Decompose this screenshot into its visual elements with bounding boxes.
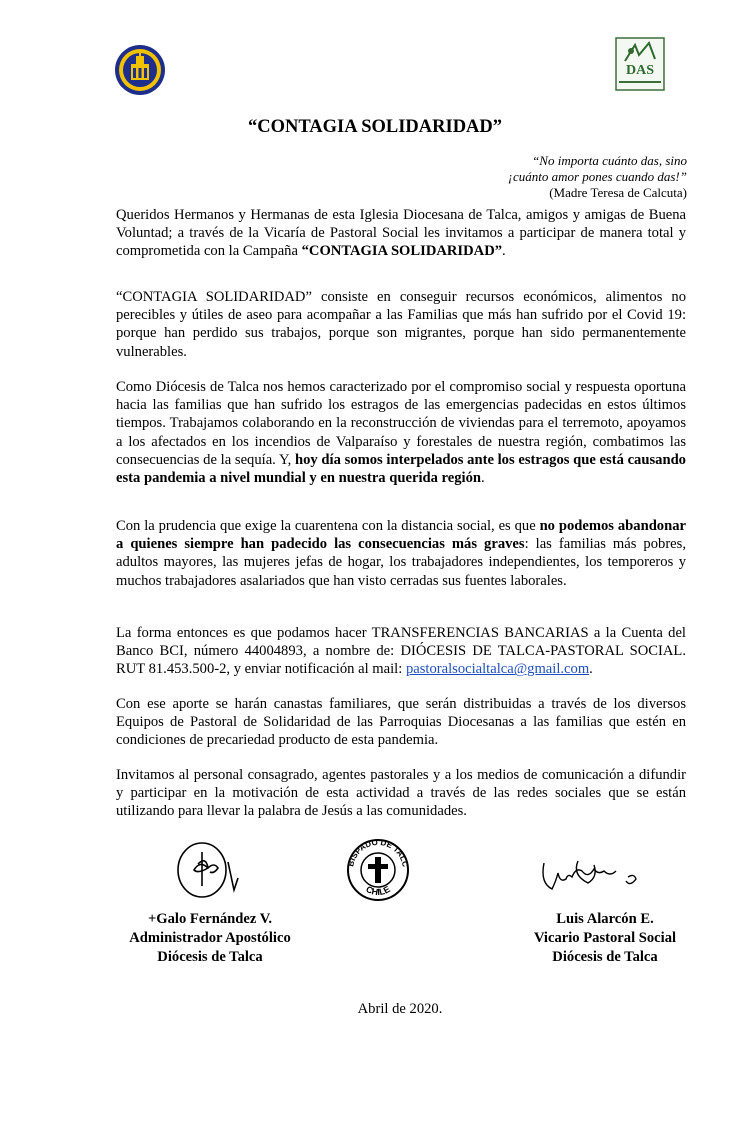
signatory-role: Administrador Apostólico	[129, 930, 291, 946]
epigraph-line-2: ¡cuánto amor pones cuando das!”	[507, 169, 687, 184]
stamp-bottom-text: CHILE	[364, 883, 392, 898]
signatory-role: Vicario Pastoral Social	[533, 930, 677, 946]
paragraph-baskets: Con ese aporte se harán canastas familiares, que serán distribuidas a través de los diversos Equipos de Pastoral de Solidaridad de las Parroquias Diocesanas a las familias que estén en condiciones de precariedad producto de esta pandemia.	[116, 696, 686, 749]
paragraph-invitation	[116, 206, 686, 261]
signature-left-icon	[172, 838, 242, 900]
epigraph-line-1: “No importa cuánto das, sino	[532, 153, 687, 168]
paragraph-end: .	[481, 470, 485, 487]
paragraph-end: .	[502, 243, 506, 260]
paragraph-diocese-commitment	[116, 378, 686, 487]
signature-block-right	[505, 910, 705, 967]
das-logo-text: DAS	[625, 63, 654, 78]
das-logo-icon	[615, 37, 665, 91]
paragraph-text: La forma entonces es que podamos hacer TRANSFERENCIAS BANCARIAS a la Cuenta del Banco BCI, número 44004893, a nombre de: DIÓCESIS DE TALCA-PASTORAL SOCIAL. RUT 81.453.500-2, y enviar notificación al mail:	[116, 625, 686, 678]
stamp-top-text: BISPADO DE TALC	[346, 838, 410, 868]
paragraph-description: “CONTAGIA SOLIDARIDAD” consiste en conseguir recursos económicos, alimentos no perecibles y útiles de aseo para acompañar a las Familias que más han sufrido por el Covid 19: porque han perdido sus trabajos, porque son migrantes, porque han sido permanentemente vulnerables.	[116, 289, 686, 360]
paragraph-bold: hoy día somos interpelados ante los estragos que está causando esta pandemia a nivel mundial y en nuestra querida región	[116, 451, 686, 487]
paragraph-bold: no podemos abandonar a quienes siempre han padecido las consecuencias más graves	[116, 518, 686, 553]
paragraph-end: : las familias más pobres, adultos mayores, las mujeres jefas de hogar, los trabajadores independientes, los temporeros y muchos trabajadores asalariados que han visto cerradas sus fuentes laborales.	[116, 536, 686, 589]
signature-block-left	[105, 910, 315, 967]
svg-text:CHILE	[364, 884, 391, 897]
diocese-seal-icon	[114, 44, 166, 96]
paragraph-invitation-media: Invitamos al personal consagrado, agentes pastorales y a los medios de comunicación a difundir y participar en la motivación de esta actividad a través de las redes sociales que se están utilizando para llevar la palabra de Jesús a las comunidades.	[116, 767, 686, 820]
epigraph	[508, 153, 687, 201]
signatory-name: +Galo Fernández V.	[147, 911, 273, 927]
signatory-org: Diócesis de Talca	[552, 949, 658, 965]
paragraph-text: Como Diócesis de Talca nos hemos caracterizado por el compromiso social y respuesta oportuna hacia las familias que han sufrido los estragos de las emergencias padecidas en estos últimos tiempos. Trabajamos colaborando en la reconstrucción de viviendas para el terremoto, apoyamos a los afectados en los incendios de Valparaíso y forestales de nuestra región, combatimos las consecuencias de la sequía. Y,	[116, 379, 686, 468]
signatory-name: Luis Alarcón E.	[556, 911, 654, 927]
epigraph-author: (Madre Teresa de Calcuta)	[549, 185, 687, 200]
paragraph-bank-transfer	[116, 624, 686, 679]
paragraph-end: .	[589, 661, 593, 678]
email-link[interactable]: pastoralsocialtalca@gmail.com	[405, 661, 590, 678]
document-title: “CONTAGIA SOLIDARIDAD”	[247, 117, 503, 137]
signatory-org: Diócesis de Talca	[157, 949, 263, 965]
paragraph-text: Con la prudencia que exige la cuarentena con la distancia social, es que	[116, 518, 540, 534]
paragraph-prudence	[116, 517, 686, 590]
campaign-name: “CONTAGIA SOLIDARIDAD”	[301, 243, 503, 260]
signature-right-icon	[538, 855, 640, 895]
document-date: Abril de 2020.	[357, 1001, 443, 1017]
paragraph-text: Queridos Hermanos y Hermanas de esta Iglesia Diocesana de Talca, amigos y amigas de Buena Voluntad; a través de la Vicaría de Pastoral Social les invitamos a participar de manera total y comprometida con la Campaña	[116, 207, 686, 260]
obispado-stamp	[343, 838, 413, 902]
